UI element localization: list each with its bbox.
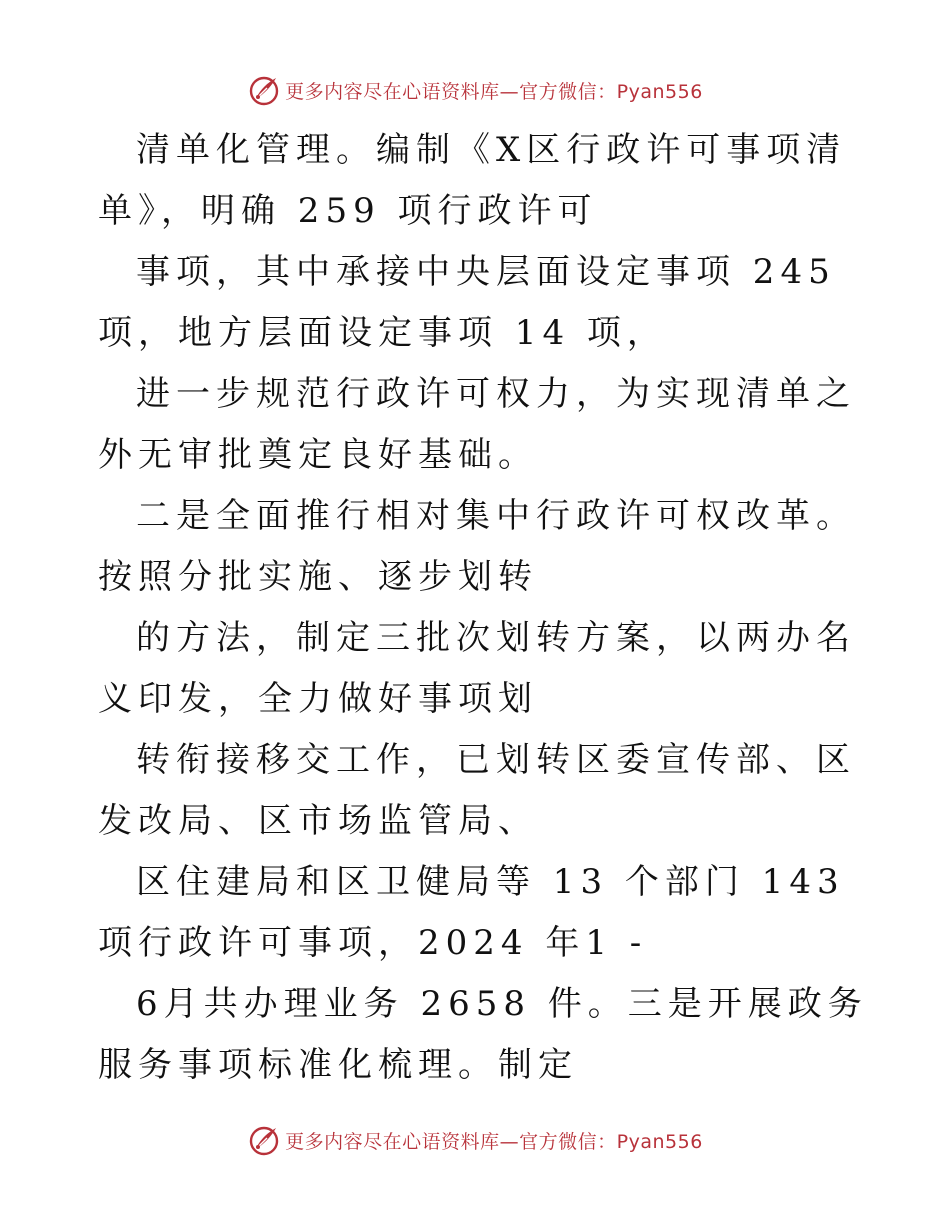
footer-banner-text: 更多内容尽在心语资料库—官方微信：Pyan556: [285, 1130, 703, 1153]
footer-watermark-banner: [0, 1120, 950, 1160]
header-banner-text: 更多内容尽在心语资料库—官方微信：Pyan556: [285, 80, 703, 103]
paragraph: 事项，其中承接中央层面设定事项 245 项，地方层面设定事项 14 项，: [98, 252, 836, 353]
paragraph: 二是全面推行相对集中行政许可权改革。按照分批实施、逐步划转: [98, 496, 856, 597]
paragraph: 区住建局和区卫健局等 13 个部门 143 项行政许可事项，2024 年1 -: [98, 862, 845, 963]
document-body: [98, 120, 888, 1096]
feather-pen-logo-icon: [247, 73, 281, 107]
paragraph: 的方法，制定三批次划转方案，以两办名义印发，全力做好事项划: [98, 618, 856, 719]
paragraph: 进一步规范行政许可权力，为实现清单之外无审批奠定良好基础。: [98, 374, 856, 475]
paragraph: 6月共办理业务 2658 件。三是开展政务服务事项标准化梳理。制定: [98, 984, 868, 1085]
paragraph: 清单化管理。编制《X区行政许可事项清单》，明确 259 项行政许可: [98, 130, 847, 231]
header-watermark-banner: [0, 70, 950, 110]
feather-pen-logo-icon: [247, 1123, 281, 1157]
paragraph: 转衔接移交工作，已划转区委宣传部、区发改局、区市场监管局、: [98, 740, 856, 841]
